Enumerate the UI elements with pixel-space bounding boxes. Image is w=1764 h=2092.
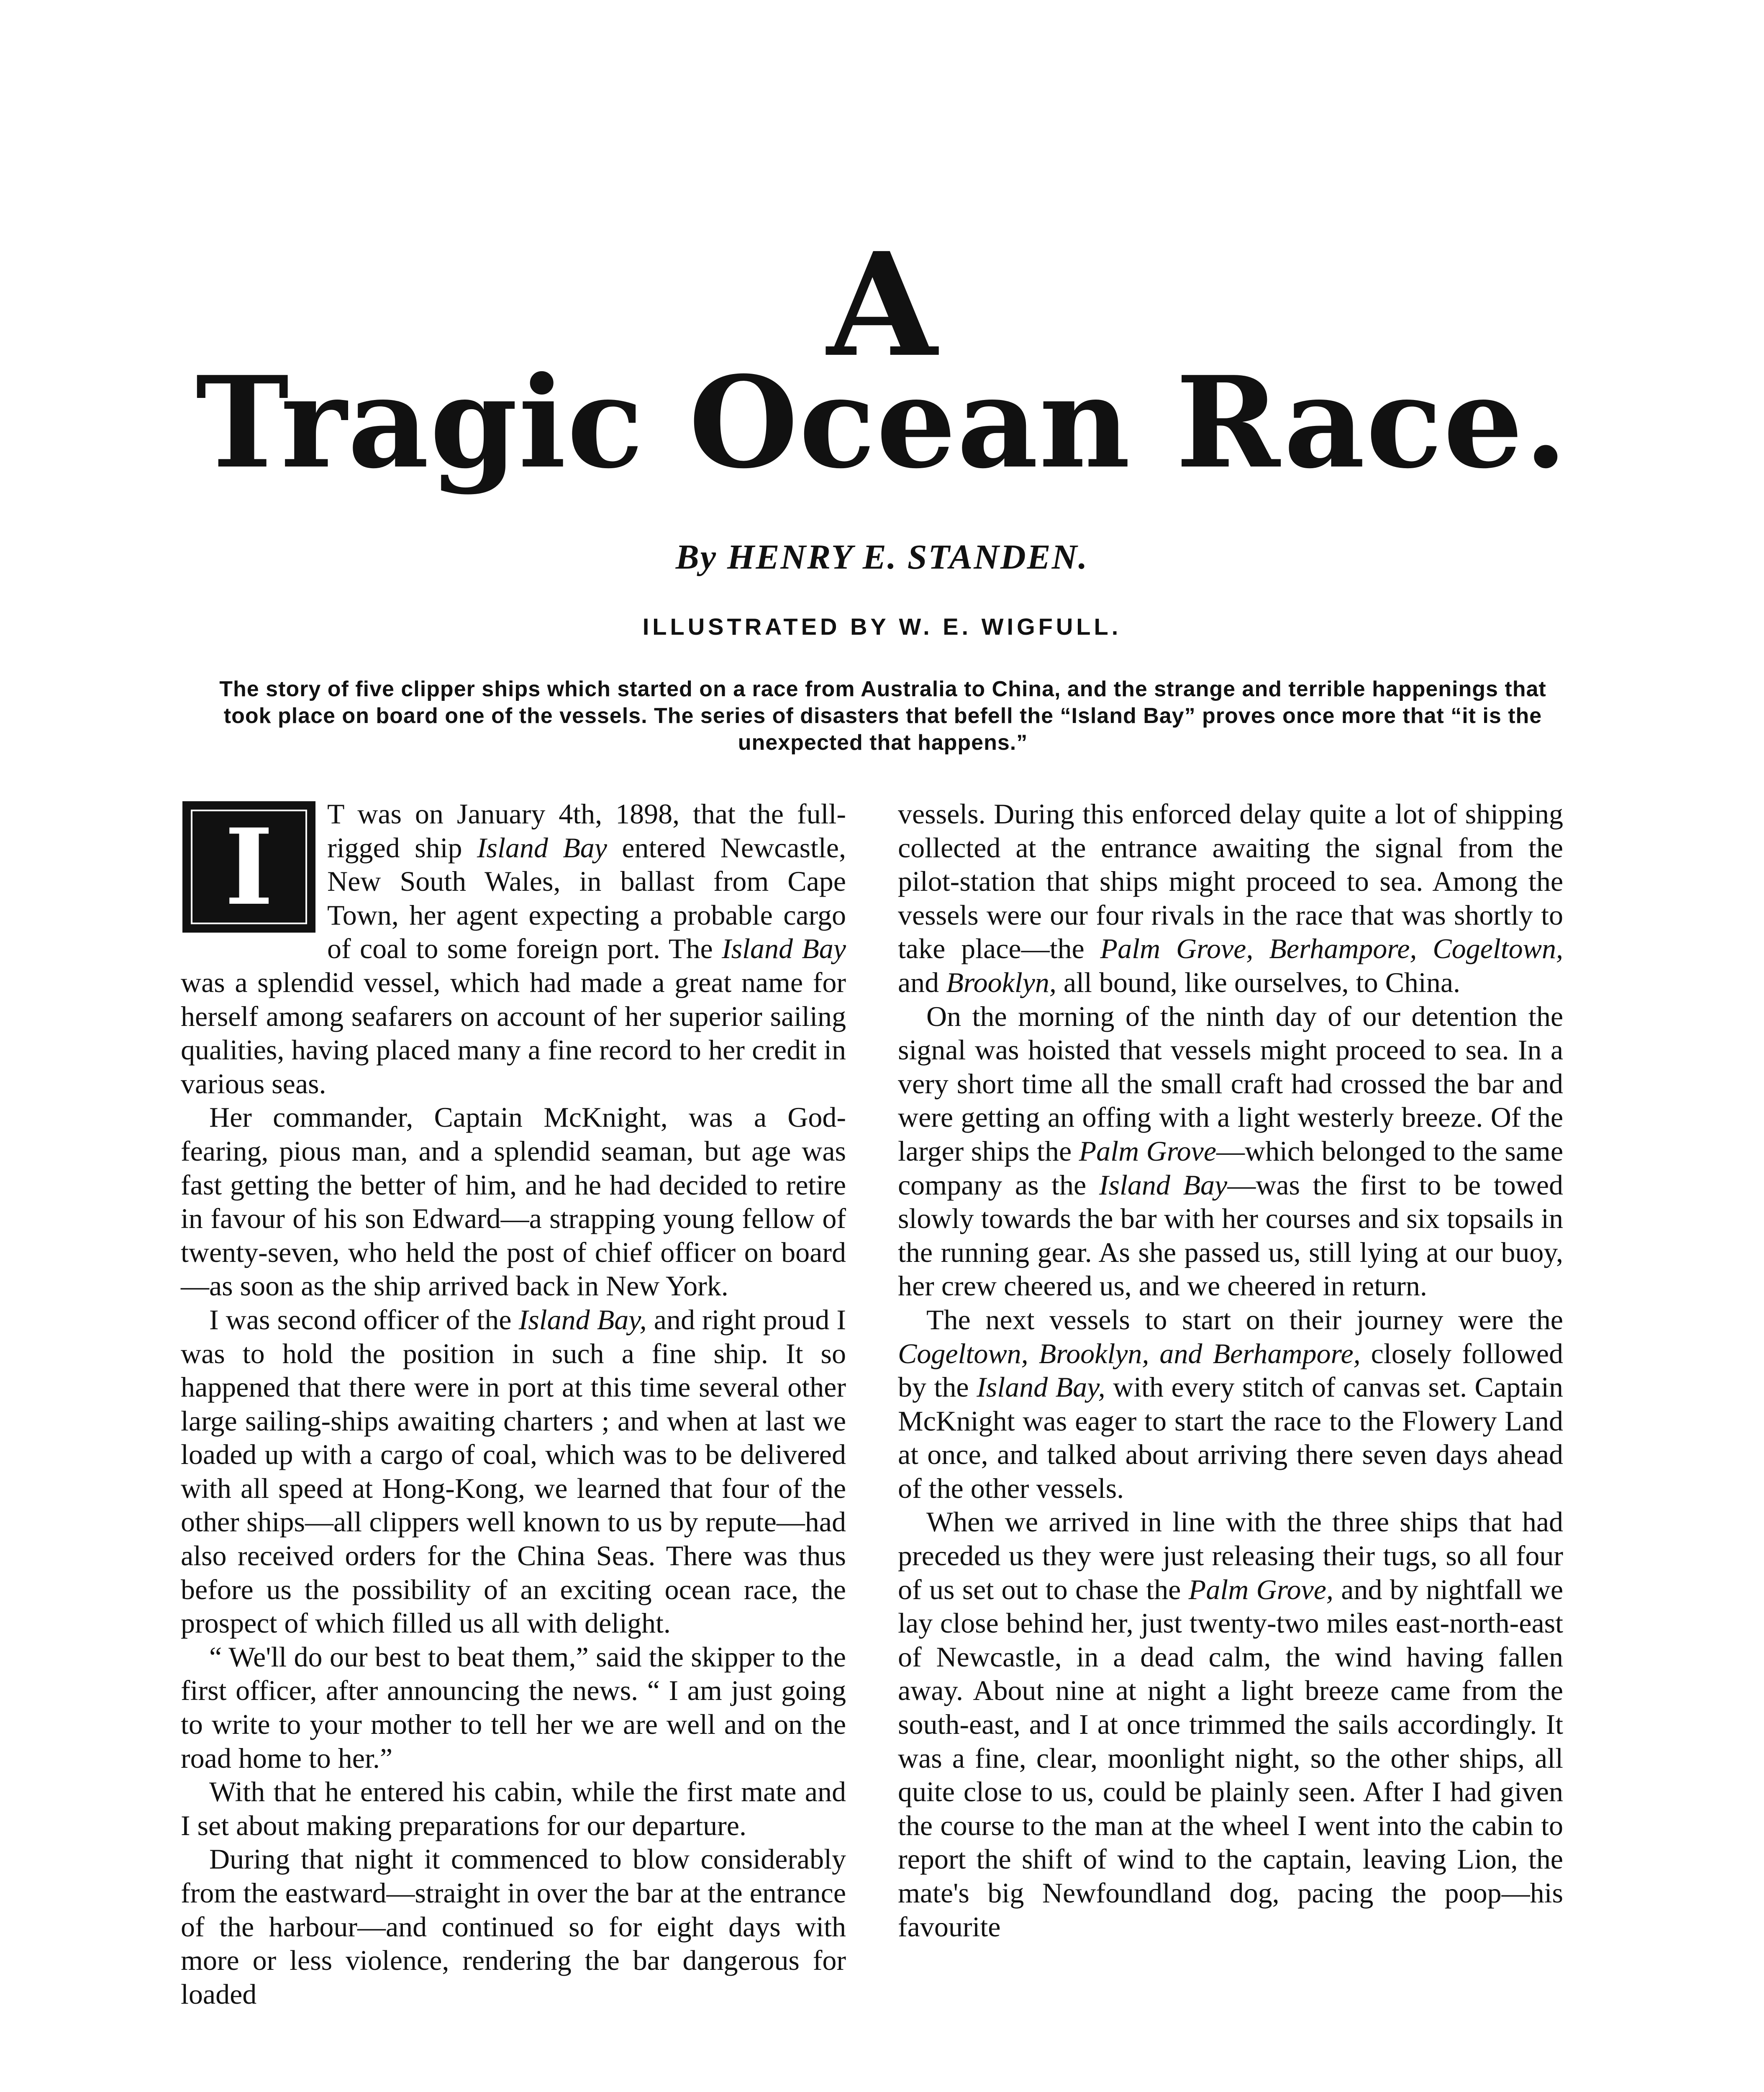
text-run: —which belonged to the same company as the (898, 1135, 1564, 1201)
ship-names: Palm Grove, Berhampore, Cogeltown, (1100, 933, 1563, 965)
text-run: all bound, like ourselves, to China. (1056, 966, 1461, 998)
byline: By HENRY E. STANDEN. (675, 538, 1089, 577)
ship-name: Island Bay (721, 933, 846, 965)
title-line-1: A (827, 222, 937, 389)
text-run: and by nightfall we lay close behind her, just twenty-two miles east-north-east of Newcastle, in a dead calm, the wind having fallen away. About nine at night a light breeze came from the south-east, and I at once trimmed the sails accordingly. It was a fine, clear, moonlight night, so the other ships, all quite close to us, could be plainly seen. After I had given the course to the man at the wheel I went into the cabin to report the shift of wind to the captain, leaving Lion, the mate's big Newfoundland dog, pacing the poop—his favourite (898, 1573, 1564, 1943)
paragraph: “ We'll do our best to beat them,” said the skipper to the first officer, after announcing the news. “ I am just going to write to your mother to tell her we are well and on the road home to her.” (181, 1641, 846, 1774)
text-run: and (898, 966, 946, 998)
left-column (181, 797, 846, 2011)
ship-name: Palm Grove (1079, 1135, 1217, 1167)
drop-cap (182, 801, 315, 933)
paragraph (898, 797, 1563, 1000)
paragraph: Her commander, Captain McKnight, was a God-fearing, pious man, and a splendid seaman, but age was fast getting the better of him, and he had decided to retire in favour of his son Edward—a strapping young fellow of twenty-seven, who held the post of chief officer on board—as soon as the ship arrived back in New York. (181, 1101, 846, 1302)
right-column (898, 797, 1563, 1943)
ship-name: Island Bay (477, 831, 607, 864)
text-run: —was the first to be towed slowly towards the bar with her courses and six topsails in the running gear. As she passed us, still lying at our buoy, her crew cheered us, and we cheered in return. (898, 1169, 1564, 1302)
ship-name: Island Bay (1099, 1169, 1228, 1201)
title-line-2: Tragic Ocean Race. (195, 349, 1569, 496)
text-run: entered Newcastle, New South Wales, in ballast from Cape Town, her agent expecting a probable cargo of coal to some foreign port. The (327, 831, 846, 965)
text-run: On the morning of the ninth day of our detention the signal was hoisted that vessels might proceed to sea. In a very short time all the small craft had crossed the bar and were getting an offing with a light westerly breeze. Of the larger ships the (898, 1000, 1563, 1167)
text-run: vessels. During this enforced delay quite a lot of shipping collected at the entrance awaiting the signal from the pilot-station that ships might proceed to sea. Among the vessels were our four rivals in the race that was shortly to take place—the (898, 798, 1563, 965)
ship-names: Cogeltown, Brooklyn, and Berhampore, (898, 1337, 1361, 1369)
text-run: with every stitch of canvas set. Captain McKnight was eager to start the race to the Flowery Land at once, and talked about arriving there seven days ahead of the other vessels. (898, 1371, 1564, 1504)
drop-cap-letter: I (191, 810, 307, 924)
text-run: The next vessels to start on their journey were the (926, 1303, 1563, 1336)
paragraph (181, 797, 846, 1100)
paragraph: With that he entered his cabin, while the first mate and I set about making preparations for our departure. (181, 1776, 846, 1841)
paragraph: During that night it commenced to blow considerably from the eastward—straight in over the bar at the entrance of the harbour—and continued so for eight days with more or less violence, rendering the bar dangerous for loaded (181, 1843, 846, 2010)
ship-name: Island Bay, (518, 1303, 647, 1336)
text-run: T was on January 4th, 1898, that the full-rigged ship (327, 798, 846, 864)
ship-name: Brooklyn, (946, 966, 1056, 998)
standfirst: The story of five clipper ships which started on a race from Australia to China, and the strange and terrible happenings that took place on board one of the vessels. The series of disasters that befell the “Island Bay” proves once more that “it is the unexpected that happens.” (219, 677, 1546, 755)
text-run: When we arrived in line with the three ships that had preceded us they were just releasing their tugs, so all four of us set out to chase the (898, 1506, 1563, 1605)
paragraph (898, 1000, 1563, 1303)
text-run: I was second officer of the (209, 1303, 519, 1336)
ship-name: Palm Grove, (1188, 1573, 1333, 1605)
paragraph (898, 1505, 1563, 1943)
paragraph (898, 1303, 1563, 1505)
illustrator-credit: ILLUSTRATED BY W. E. WIGFULL. (642, 613, 1122, 640)
text-run: and right proud I was to hold the position in such a fine ship. It so happened that there were in port at this time several other large sailing-ships awaiting charters ; and when at last we loaded up with a cargo of coal, which was to be delivered with all speed at Hong-Kong, we learned that four of the other ships—all clippers well known to us by repute—had also received orders for the China Seas. There was thus before us the possibility of an exciting ocean race, the prospect of which filled us all with delight. (181, 1303, 846, 1639)
paragraph (181, 1303, 846, 1640)
text-run: closely followed by the (898, 1337, 1563, 1403)
text-run: was a splendid vessel, which had made a great name for herself among seafarers on account of her superior sailing qualities, having placed many a fine record to her credit in various seas. (181, 966, 846, 1100)
ship-name: Island Bay, (977, 1371, 1105, 1403)
